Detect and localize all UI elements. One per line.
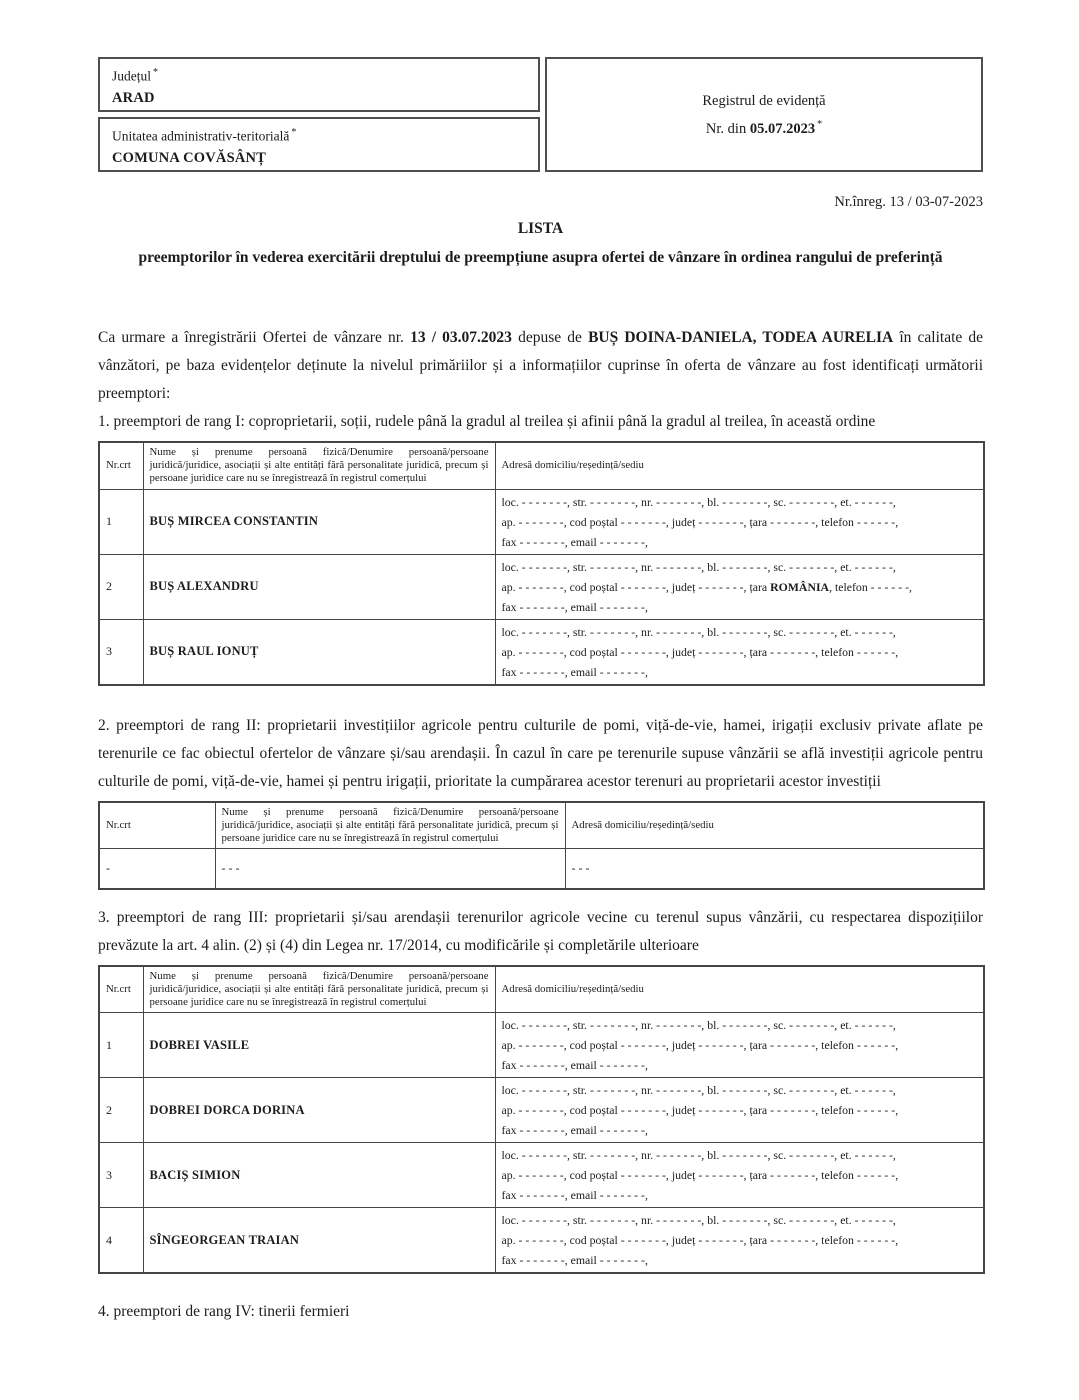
asterisk: * bbox=[153, 67, 158, 78]
row-number-cell: 1 bbox=[99, 1013, 143, 1078]
address-line: fax - - - - - - -, email - - - - - - -, bbox=[501, 534, 648, 549]
address-line: fax - - - - - - -, email - - - - - - -, bbox=[501, 1123, 648, 1137]
preemptor-name-cell: DOBREI VASILE bbox=[143, 1013, 495, 1078]
address-line: fax - - - - - - -, email - - - - - - -, bbox=[501, 664, 648, 679]
address-line: loc. - - - - - - -, str. - - - - - - -, nr. - - - - - - -, bl. - - - - - - -, sc. - - - - - - -, et. - - - - - -, bbox=[501, 1018, 896, 1032]
preemptor-name-cell: BUȘ ALEXANDRU bbox=[143, 554, 495, 619]
address-line: ap. - - - - - - -, cod poștal - - - - - - -, județ - - - - - - -, țara - - - - - - -, telefon - - - - - -, bbox=[501, 1103, 899, 1117]
form-header bbox=[98, 57, 983, 172]
address-cell bbox=[495, 619, 984, 685]
address-line: fax - - - - - - -, email - - - - - - -, bbox=[501, 1188, 648, 1202]
uat-value: COMUNA COVĂSÂNȚ bbox=[112, 149, 267, 166]
header-address: Adresă domiciliu/reședință/sediu bbox=[495, 442, 984, 489]
table-row bbox=[99, 489, 984, 554]
header-nr: Nr.crt bbox=[99, 442, 143, 489]
county-label: Județul * bbox=[112, 67, 158, 84]
address-line: ap. - - - - - - -, cod poștal - - - - - - -, județ - - - - - - -, țara ROMÂNIA, telefon - - - - - -, bbox=[501, 579, 912, 594]
address-cell: - - - bbox=[565, 849, 984, 889]
row-number-cell: - bbox=[99, 849, 215, 889]
registry-label: Registrul de evidență bbox=[702, 92, 826, 109]
preemptor-name-cell: DOBREI DORCA DORINA bbox=[143, 1078, 495, 1143]
registry-number-line: Nr. din 05.07.2023 * bbox=[705, 118, 823, 137]
preemptor-name-cell: BUȘ MIRCEA CONSTANTIN bbox=[143, 489, 495, 554]
address-line: loc. - - - - - - -, str. - - - - - - -, nr. - - - - - - -, bl. - - - - - - -, sc. - - - - - - -, et. - - - - - -, bbox=[501, 1148, 896, 1162]
table-row bbox=[99, 1208, 984, 1274]
rank1-table bbox=[98, 441, 985, 686]
address-line: fax - - - - - - -, email - - - - - - -, bbox=[501, 1058, 648, 1072]
county-cell bbox=[98, 57, 540, 112]
address-line: ap. - - - - - - -, cod poștal - - - - - - -, județ - - - - - - -, țara - - - - - - -, telefon - - - - - -, bbox=[501, 1038, 899, 1052]
table-row bbox=[99, 619, 984, 685]
address-line: ap. - - - - - - -, cod poștal - - - - - - -, județ - - - - - - -, țara - - - - - - -, telefon - - - - - -, bbox=[501, 1233, 899, 1247]
header-name: Nume și prenume persoană fizică/Denumire persoană/persoane juridică/juridice, asociații și alte entități fără personalitate juridică, precum și persoane juridice care nu se înregistrează în registrul comerțului bbox=[215, 802, 565, 849]
rank3-table bbox=[98, 965, 985, 1275]
row-number-cell: 1 bbox=[99, 489, 143, 554]
row-number-cell: 3 bbox=[99, 619, 143, 685]
header-name: Nume și prenume persoană fizică/Denumire persoană/persoane juridică/juridice, asociații și alte entități fără personalitate juridică, precum și persoane juridice care nu se înregistrează în registrul comerțului bbox=[143, 442, 495, 489]
header-address: Adresă domiciliu/reședință/sediu bbox=[565, 802, 984, 849]
address-cell bbox=[495, 1143, 984, 1208]
table-row bbox=[99, 1143, 984, 1208]
address-cell bbox=[495, 1078, 984, 1143]
row-number-cell: 4 bbox=[99, 1208, 143, 1274]
document-title: LISTA bbox=[517, 220, 564, 237]
registration-number-line: Nr.înreg. 13 / 03-07-2023 bbox=[834, 194, 983, 210]
address-cell bbox=[495, 1013, 984, 1078]
preemptor-name-cell: SÎNGEORGEAN TRAIAN bbox=[143, 1208, 495, 1274]
rank4-heading: 4. preemptori de rang IV: tinerii fermieri bbox=[98, 1303, 350, 1320]
intro-post: în calitate de vânzători, pe baza evidențelor deținute la nivelul primăriilor și a informațiilor cuprinse în oferta de vânzare au fost identificați următorii preemptori: bbox=[98, 329, 984, 402]
header-nr: Nr.crt bbox=[99, 802, 215, 849]
preemptor-name-cell: - - - bbox=[215, 849, 565, 889]
form-header-left bbox=[98, 57, 540, 172]
address-line: loc. - - - - - - -, str. - - - - - - -, nr. - - - - - - -, bl. - - - - - - -, sc. - - - - - - -, et. - - - - - -, bbox=[501, 1213, 896, 1227]
asterisk: * bbox=[817, 118, 823, 130]
address-line: ap. - - - - - - -, cod poștal - - - - - - -, județ - - - - - - -, țara - - - - - - -, telefon - - - - - -, bbox=[501, 644, 899, 659]
table-row bbox=[99, 1078, 984, 1143]
table-row bbox=[99, 849, 984, 889]
intro-mid: depuse de bbox=[518, 329, 582, 346]
table-header-row bbox=[99, 442, 984, 489]
registry-date: 05.07.2023 bbox=[749, 120, 816, 137]
county-value: ARAD bbox=[112, 89, 155, 106]
table-header-row bbox=[99, 802, 984, 849]
address-line: loc. - - - - - - -, str. - - - - - - -, nr. - - - - - - -, bl. - - - - - - -, sc. - - - - - - -, et. - - - - - -, bbox=[501, 494, 896, 509]
intro-pre: Ca urmare a înregistrării Ofertei de vânzare nr. bbox=[98, 329, 404, 346]
rank2-heading: 2. preemptori de rang II: proprietarii investițiilor agricole pentru culturile de pomi, viță-de-vie, hamei, irigații exclusiv private aflate pe terenurile ce fac obiectul ofertelor de vânzare și/sau arendașii. În cazul în care pe terenurile supuse vânzării se află investiții agricole pentru culturile de pomi, viță-de-vie, hamei și pentru irigații, prioritate la cumpărarea acestor terenuri au proprietarii acestor investiții bbox=[98, 716, 983, 790]
address-line: loc. - - - - - - -, str. - - - - - - -, nr. - - - - - - -, bl. - - - - - - -, sc. - - - - - - -, et. - - - - - -, bbox=[501, 559, 896, 574]
rank1-heading: 1. preemptori de rang I: coproprietarii, soții, rudele până la gradul al treilea și afinii până la gradul al treilea, în această ordine bbox=[98, 413, 876, 430]
address-cell bbox=[495, 489, 984, 554]
sellers-names: BUȘ DOINA-DANIELA, TODEA AURELIA bbox=[588, 329, 894, 346]
address-line: fax - - - - - - -, email - - - - - - -, bbox=[501, 599, 648, 614]
preemptor-name-cell: BUȘ RAUL IONUȚ bbox=[143, 619, 495, 685]
row-number-cell: 3 bbox=[99, 1143, 143, 1208]
intro-paragraph bbox=[98, 324, 983, 408]
address-line: loc. - - - - - - -, str. - - - - - - -, nr. - - - - - - -, bl. - - - - - - -, sc. - - - - - - -, et. - - - - - -, bbox=[501, 1083, 896, 1097]
table-row bbox=[99, 1013, 984, 1078]
rank2-table bbox=[98, 801, 985, 890]
header-nr: Nr.crt bbox=[99, 966, 143, 1013]
table-header-row bbox=[99, 966, 984, 1013]
row-number-cell: 2 bbox=[99, 1078, 143, 1143]
asterisk: * bbox=[291, 127, 297, 138]
uat-cell bbox=[98, 117, 540, 172]
address-cell bbox=[495, 554, 984, 619]
row-number-cell: 2 bbox=[99, 554, 143, 619]
header-address: Adresă domiciliu/reședință/sediu bbox=[495, 966, 984, 1013]
registry-cell bbox=[545, 57, 983, 172]
header-name: Nume și prenume persoană fizică/Denumire persoană/persoane juridică/juridice, asociații și alte entități fără personalitate juridică, precum și persoane juridice care nu se înregistrează în registrul comerțului bbox=[143, 966, 495, 1013]
preemptor-name-cell: BACIȘ SIMION bbox=[143, 1143, 495, 1208]
rank3-heading: 3. preemptori de rang III: proprietarii și/sau arendașii terenurilor agricole vecine cu terenul supus vânzării, cu respectarea dispozițiilor prevăzute la art. 4 alin. (2) și (4) din Legea nr. 17/2014, cu modificările și completările ulterioare bbox=[98, 908, 983, 954]
table-row bbox=[99, 554, 984, 619]
address-cell bbox=[495, 1208, 984, 1274]
document-subtitle: preemptorilor în vederea exercitării dreptului de preempțiune asupra ofertei de vânzare în ordinea rangului de preferință bbox=[138, 249, 943, 266]
address-line: loc. - - - - - - -, str. - - - - - - -, nr. - - - - - - -, bl. - - - - - - -, sc. - - - - - - -, et. - - - - - -, bbox=[501, 624, 896, 639]
address-line: fax - - - - - - -, email - - - - - - -, bbox=[501, 1253, 648, 1267]
address-line: ap. - - - - - - -, cod poștal - - - - - - -, județ - - - - - - -, țara - - - - - - -, telefon - - - - - -, bbox=[501, 1168, 899, 1182]
uat-label: Unitatea administrativ-teritorială * bbox=[112, 127, 297, 144]
address-line: ap. - - - - - - -, cod poștal - - - - - - -, județ - - - - - - -, țara - - - - - - -, telefon - - - - - -, bbox=[501, 514, 899, 529]
offer-number-date: 13 / 03.07.2023 bbox=[410, 329, 512, 346]
